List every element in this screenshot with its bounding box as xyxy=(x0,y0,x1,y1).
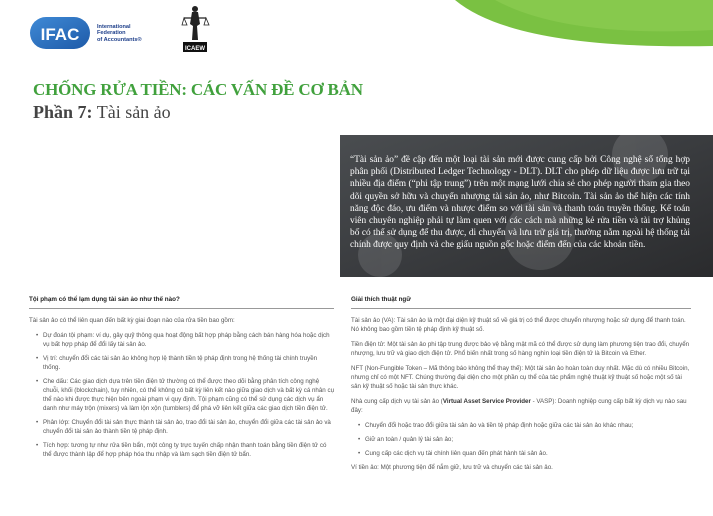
page-subtitle xyxy=(33,102,171,123)
left-intro: Tài sản ảo có thể liên quan đến bất kỳ giai đoạn nào của rửa tiền bao gồm: xyxy=(29,317,235,324)
list-item: • Vị trí: chuyển đổi các tài sản ảo không hợp lệ thành tiền tệ pháp định trong hệ thống tài chính truyền thống. xyxy=(43,354,334,372)
wallet-paragraph: Ví tiền ảo: Một phương tiện để nắm giữ, lưu trữ và chuyển các tài sản ảo. xyxy=(351,464,553,471)
part-label: Phần 7: xyxy=(33,102,93,122)
ifac-line: of Accountants® xyxy=(97,36,142,43)
vasp-paragraph xyxy=(351,397,691,415)
abuse-list xyxy=(29,331,334,459)
vasp-intro-b: - VASP): Doanh nghiệp cung cấp bất kỳ dịch vụ nào sau đây: xyxy=(351,398,687,414)
page-title: CHỐNG RỬA TIỀN: CÁC VẤN ĐỀ CƠ BẢN xyxy=(33,80,363,99)
header-green-band xyxy=(455,0,713,58)
definition-paragraph: NFT (Non-Fungible Token – Mã thông báo không thể thay thế): Một tài sản ảo hoàn toàn duy nhất. Mặc dù có nhiều Bitcoin, nhưng chỉ có một NFT. Chúng thường đại diện cho một phần cụ thể của tác phẩm nghệ thuật kỹ thuật số hoặc một số tài sản kỹ thuật số hoặc tài sản thực khác. xyxy=(351,365,690,390)
quote-text: “Tài sản ảo” đề cập đến một loại tài sản mới được cung cấp bởi Công nghệ sổ tổng hợp phân phối (Distributed Ledger Technology - DLT). DLT cho phép dữ liệu được lưu trữ tại nhiều địa điểm (“phi tập trung”) trên một mạng lưới chia sẻ cho phép người tham gia theo dõi quyền sở hữu và chuyển nhượng tài sản ảo, như Bitcoin. Tài sản ảo thể hiện các tính năng độc đáo, ưu điểm và nhược điểm so với tài sản và thanh toán truyền thống. Kế toán viên chuyên nghiệp phải tự làm quen với các cách mà những kẻ rửa tiền và tài trợ khủng bố có thể sử dụng để thu được, di chuyển và lưu trữ giá trị, thường nằm ngoài hệ thống tài chính được quy định và che giấu nguồn gốc hoặc điểm đến của các khoản tiền. xyxy=(350,155,690,251)
right-column xyxy=(351,296,691,478)
vasp-list xyxy=(351,421,691,458)
ifac-line: Federation xyxy=(97,30,126,37)
list-item: • Cung cấp các dịch vụ tài chính liên quan đến phát hành tài sản ảo. xyxy=(365,449,691,458)
definition-paragraph: Tiền điện tử: Một tài sản ảo phi tập trung được bảo vệ bằng mật mã có thể được sử dụng làm phương tiện trao đổi, chuyển nhượng, lưu trữ và giao dịch điện tử. Phổ biến nhất trong số hàng nghìn loại tiền điện tử là Bitcoin và Ether. xyxy=(351,341,690,357)
icaew-logo xyxy=(180,2,210,54)
list-item: • Tích hợp: tương tự như rửa tiền bẩn, một công ty trực tuyến chấp nhận thanh toán bằng tiền điện tử có thể được thành lập để hợp pháp hóa thu nhập và làm sạch tiền điện tử bẩn. xyxy=(43,441,334,459)
ifac-line: International xyxy=(97,24,131,30)
left-body xyxy=(29,316,334,459)
list-item: • Chuyển đổi hoặc trao đổi giữa tài sản ảo và tiền tệ pháp định hoặc giữa các tài sản ảo khác nhau; xyxy=(365,421,691,430)
list-item: • Giữ an toàn / quản lý tài sản ảo; xyxy=(365,435,691,444)
list-item: • Dự đoán tội phạm: ví dụ, gây quỹ thông qua hoạt động bất hợp pháp bằng cách bán hàng hóa hoặc dịch vụ bất hợp pháp để đổi lấy tài sản ảo. xyxy=(43,331,334,349)
right-heading: Giải thích thuật ngữ xyxy=(351,296,411,303)
definition-paragraph: Tài sản ảo (VA): Tài sản ảo là một đại diện kỹ thuật số về giá trị có thể được chuyển nhượng hoặc sử dụng để thanh toán. Nó không bao gồm tiền tệ pháp định kỹ thuật số. xyxy=(351,317,686,333)
list-item: • Che dấu: Các giao dịch dựa trên tiền điện tử thường có thể được theo dõi bằng phân tích công nghệ chuỗi, khối (blockchain), tuy nhiên, có thể không có bất kỳ liên kết nào giữa giao dịch và bất kỳ cá nhân cụ thể nào khi được thực hiện bên ngoài phạm vi quy định. Tội phạm cũng có thể sử dụng các dịch vụ ẩn danh như máy trộn (mixers) và làm lộn xộn (tumblers) để phá vỡ liên kết giữa các giao dịch tiền điện tử. xyxy=(43,377,334,413)
topic-label: Tài sản ảo xyxy=(96,102,171,122)
divider xyxy=(29,308,334,309)
vasp-intro-a: Nhà cung cấp dịch vụ tài sản ảo ( xyxy=(351,398,443,405)
list-item: • Phân lớp: Chuyển đổi tài sản thực thành tài sản ảo, trao đổi tài sản ảo, chuyển đổi giữa các tài sản ảo và chuyển đổi tài sản ảo thành tiền tệ pháp định. xyxy=(43,418,334,436)
right-body xyxy=(351,316,691,472)
left-column xyxy=(29,296,334,464)
ifac-logo xyxy=(30,15,90,51)
vasp-bold: Virtual Asset Service Provider xyxy=(442,398,531,405)
hero-image xyxy=(340,135,713,277)
ifac-logo-text: IFAC xyxy=(40,25,80,44)
icaew-logo-text: ICAEW xyxy=(185,46,205,52)
divider xyxy=(351,308,691,309)
left-heading: Tội phạm có thể lạm dụng tài sản ảo như thế nào? xyxy=(29,296,180,303)
ifac-name xyxy=(97,24,142,43)
